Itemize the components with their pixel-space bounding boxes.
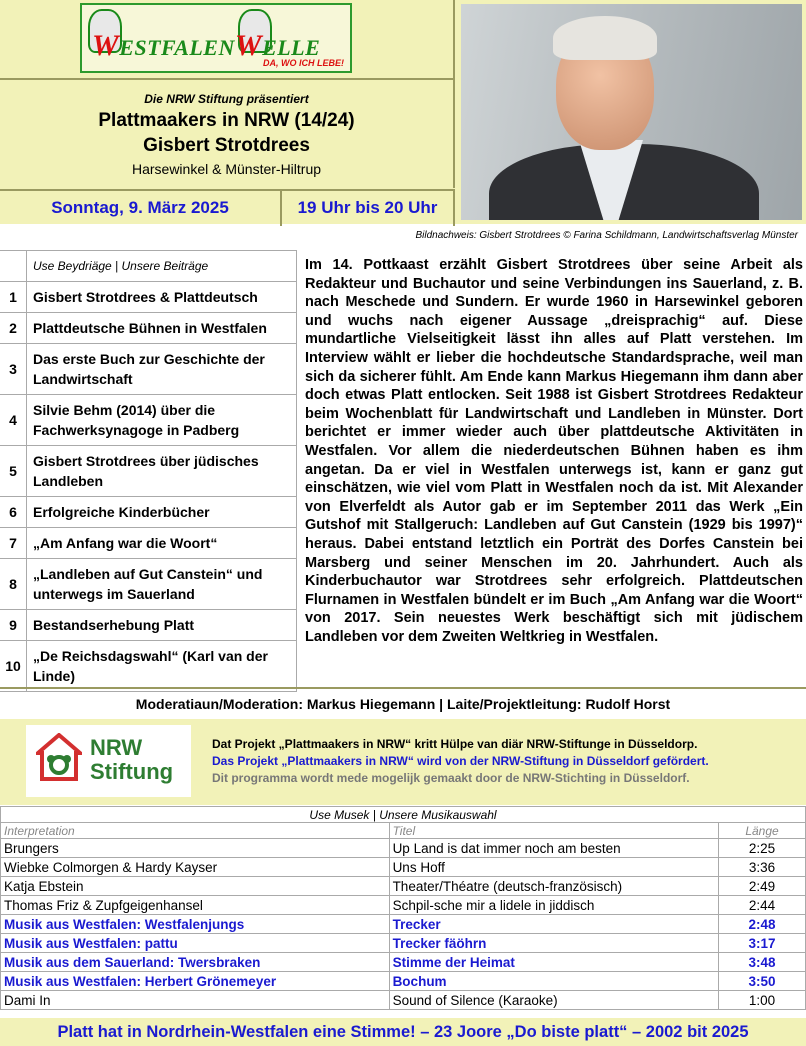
nrw-stiftung-logo[interactable] <box>26 725 191 797</box>
table-row[interactable]: Musik aus dem Sauerland: Twersbraken Stimme der Heimat 3:48 <box>1 953 806 972</box>
table-row[interactable]: Brungers Up Land is dat immer noch am besten 2:25 <box>1 839 806 858</box>
show-info <box>0 80 455 188</box>
list-item[interactable]: 1 Gisbert Strotdrees & Plattdeutsch <box>0 282 297 313</box>
moderation-credits: Moderatiaun/Moderation: Markus Hiegemann | Laite/Projektleitung: Rudolf Horst <box>0 687 806 721</box>
logo-area <box>0 0 455 80</box>
list-item[interactable]: 3 Das erste Buch zur Geschichte der Landwirtschaft <box>0 344 297 395</box>
header <box>0 0 806 224</box>
list-item[interactable]: 7 „Am Anfang war die Woort“ <box>0 528 297 559</box>
music-header-row <box>1 823 806 839</box>
col-title: Titel <box>389 823 718 839</box>
table-row[interactable]: Musik aus Westfalen: pattu Trecker fäöhrn 3:17 <box>1 934 806 953</box>
broadcast-date: Sonntag, 9. März 2025 <box>0 191 282 226</box>
list-item[interactable]: 6 Erfolgreiche Kinderbücher <box>0 497 297 528</box>
nrw-house-icon <box>36 733 82 783</box>
sponsor-line-german: Das Projekt „Plattmaakers in NRW“ wird von der NRW-Stiftung in Düsseldorf gefördert. <box>212 754 709 768</box>
photo-credit: Bildnachweis: Gisbert Strotdrees © Farina Schildmann, Landwirtschaftsverlag Münster <box>415 230 798 241</box>
list-item[interactable]: 8 „Landleben auf Gut Canstein“ und unterwegs im Sauerland <box>0 559 297 610</box>
col-length: Länge <box>719 823 806 839</box>
broadcast-time: 19 Uhr bis 20 Uhr <box>297 198 438 217</box>
contributions-table <box>0 250 297 692</box>
logo-nrw-text: NRW <box>90 735 143 760</box>
sponsor-line-dutch: Dit programma wordt mede mogelijk gemaakt door de NRW-Stichting in Düsseldorf. <box>212 771 690 785</box>
broadcast-row <box>0 189 455 226</box>
table-row[interactable]: Thomas Friz & Zupfgeigenhansel Schpil-sche mir a lidele in jiddisch 2:44 <box>1 896 806 915</box>
table-row[interactable]: Katja Ebstein Theater/Théatre (deutsch-französisch) 2:49 <box>1 877 806 896</box>
footer-tagline: Platt hat in Nordrhein-Westfalen eine Stimme! – 23 Joore „Do biste platt“ – 2002 bit 2025 <box>0 1018 806 1046</box>
list-item[interactable]: 4 Silvie Behm (2014) über die Fachwerksynagoge in Padberg <box>0 395 297 446</box>
sponsor-panel <box>0 719 806 805</box>
guest-place: Harsewinkel & Münster-Hiltrup <box>131 161 322 177</box>
table-row[interactable]: Dami In Sound of Silence (Karaoke) 1:00 <box>1 991 806 1010</box>
logo-wordmark: WESTFALENWELLE <box>92 29 321 62</box>
guest-name: Gisbert Strotdrees <box>143 135 310 156</box>
col-artist: Interpretation <box>1 823 390 839</box>
list-item[interactable]: 5 Gisbert Strotdrees über jüdisches Landleben <box>0 446 297 497</box>
table-row[interactable]: Musik aus Westfalen: Herbert Grönemeyer Bochum 3:50 <box>1 972 806 991</box>
table-row[interactable]: Musik aus Westfalen: Westfalenjungs Trecker 2:48 <box>1 915 806 934</box>
music-caption: Use Musek | Unsere Musikauswahl <box>1 807 806 823</box>
contributions-heading-row <box>0 250 297 282</box>
presenter-line: Die NRW Stiftung präsentiert <box>144 92 309 106</box>
guest-photo <box>461 4 802 220</box>
list-item[interactable]: 10 „De Reichsdagswahl“ (Karl van der Linde) <box>0 641 297 692</box>
table-row[interactable]: Wiebke Colmorgen & Hardy Kayser Uns Hoff 3:36 <box>1 858 806 877</box>
article-text: Im 14. Pottkaast erzählt Gisbert Strotdrees über seine Arbeit als Redakteur und Buchautor und seine Verbindungen ins Sauerland, z. B. nach Meschede und Sundern. Er wurde 1960 in Harsewinkel geboren und wuchs nach eigener Aussage „dreisprachig“ auf. Diese mundartliche Vielseitigkeit lässt ihn alles auf Platt verstehen. Im Interview wählt er lieber die hochdeutsche Standardsprache, weil man sich da sicherer fühlt. Am Ende kann Markus Hiegemann ihm dann aber doch etwas Platt entlocken. Seit 1988 ist Gisbert Strotdrees Redakteur beim Wochenblatt für Landwirtschaft und Landleben in Münster. Dort berichtet er immer wieder auch über plattdeutsche Aktivitäten in Westfalen. Vor allem die niederdeutschen Bühnen haben es ihm angetan. Da er viel in Westfalen unterwegs ist, kann er ganz gut einschätzen, wie viel vom Platt in Westfalen noch da ist. Mit Alexander von Elverfeldt als Autor gab er im September 2011 das Werk „Ein Gutshof mit Stallgeruch: Landleben auf Gut Canstein (1929 bis 1997)“ heraus. Dabei entstand letztlich ein Porträt des Dorfes Canstein bei Marsberg und seiner Menschen im 20. Jahrhundert. Auch als Kinderbuchautor war Strotdrees sehr erfolgreich. Plattdeutschen Flurnamen in Westfalen bündelt er im Buch „Am Anfang war die Woort“ von 2017. Sein neuestes Werk beschäftigt sich mit jüdischem Landleben vor dem Zweiten Weltkrieg in Westfalen. <box>305 257 803 645</box>
sponsor-line-platt: Dat Projekt „Plattmaakers in NRW“ kritt Hülpe van diär NRW-Stiftunge in Düsseldorp. <box>212 737 698 751</box>
westfalenwelle-logo[interactable] <box>80 3 352 73</box>
photo-hair <box>553 16 657 60</box>
contributions-heading: Use Beydriäge | Unsere Beiträge <box>33 259 209 273</box>
list-item[interactable]: 9 Bestandserhebung Platt <box>0 610 297 641</box>
list-item[interactable]: 2 Plattdeutsche Bühnen in Westfalen <box>0 313 297 344</box>
series-title: Plattmaakers in NRW (14/24) <box>98 110 355 131</box>
logo-stiftung-text: Stiftung <box>90 759 174 784</box>
music-table <box>0 806 806 1010</box>
logo-slogan: DA, WO ICH LEBE! <box>263 58 344 68</box>
